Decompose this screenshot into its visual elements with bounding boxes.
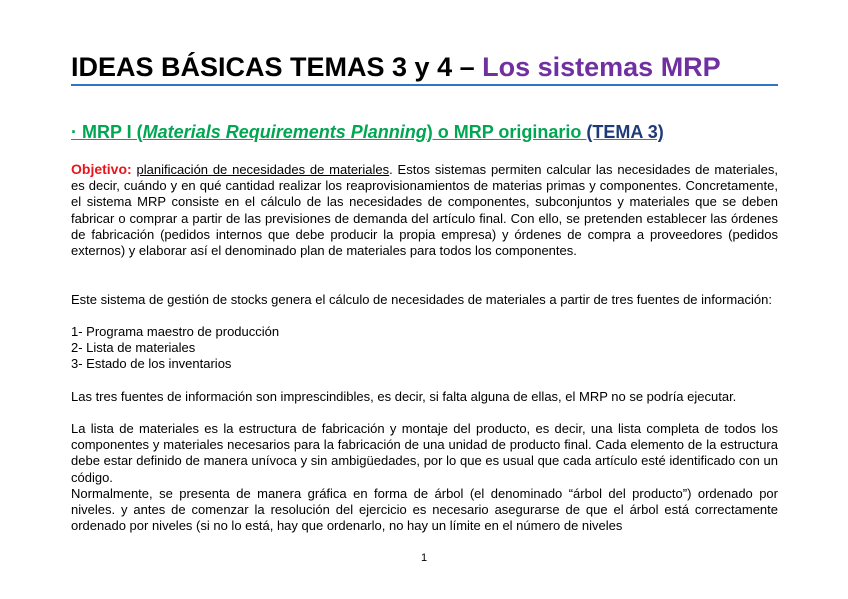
paragraph-arbol: Normalmente, se presenta de manera gráfica en forma de árbol (el denominado “árbol del producto”) ordenado por niveles. y antes de comenzar la resolución del ejercicio es necesario asegurarse de que el árbol está correctamente ordenado por niveles (si no lo está, hay que ordenarlo, no hay un límite en el número de niveles xyxy=(71,486,778,534)
list-item: 3- Estado de los inventarios xyxy=(71,356,232,372)
title-underline-rule xyxy=(71,84,778,86)
objetivo-text: . Estos sistemas permiten calcular las necesidades de materiales, es decir, cuándo y en qué cantidad realizar los reaprovisionamientos de materias primas y componentes. Concretamente, el sistema MRP consiste en el cálculo de las necesidades de componentes, subconjuntos y materiales que se deben fabricar o comprar a partir de las previsiones de demanda del artículo final. Con ello, se pretenden establecer las órdenes de fabricación (pedidos internos que debe producir la propia empresa) y órdenes de compra a proveedores (pedidos externos) y elaborar así el denominado plan de materiales para todos los componentes. xyxy=(71,162,778,259)
objetivo-underlined: planificación de necesidades de materiales xyxy=(136,162,390,177)
paragraph-imprescindibles: Las tres fuentes de información son imprescindibles, es decir, si falta alguna de ellas, el MRP no se podría ejecutar. xyxy=(71,389,737,404)
heading-tema: (TEMA 3) xyxy=(586,122,664,142)
heading-italic: Materials Requirements Planning xyxy=(142,122,427,142)
list-item: 2- Lista de materiales xyxy=(71,340,196,356)
section-heading xyxy=(71,121,781,143)
heading-middle: ) o MRP originario xyxy=(426,122,587,142)
title-accent: Los sistemas MRP xyxy=(482,52,721,82)
paragraph-objetivo xyxy=(71,161,778,259)
list-item: 1- Programa maestro de producción xyxy=(71,324,280,339)
paragraph-lista-materiales: La lista de materiales es la estructura de fabricación y montaje del producto, es decir, una lista completa de todos los componentes y materiales necesarios para la fabricación de una unidad de producto final. Cada elemento de la estructura debe estar definido de manera unívoca y sin ambigüedades, por lo que es usual que cada artículo esté identificado con un código. xyxy=(71,421,778,485)
heading-prefix: · MRP I ( xyxy=(71,122,143,142)
objetivo-label: Objetivo: xyxy=(71,161,132,177)
title-main: IDEAS BÁSICAS TEMAS 3 y 4 – xyxy=(71,52,483,82)
document-title xyxy=(71,50,781,84)
fuentes-list xyxy=(71,324,279,373)
page-number: 1 xyxy=(420,552,428,564)
paragraph-fuentes: Este sistema de gestión de stocks genera el cálculo de necesidades de materiales a partir de tres fuentes de información: xyxy=(71,292,772,307)
